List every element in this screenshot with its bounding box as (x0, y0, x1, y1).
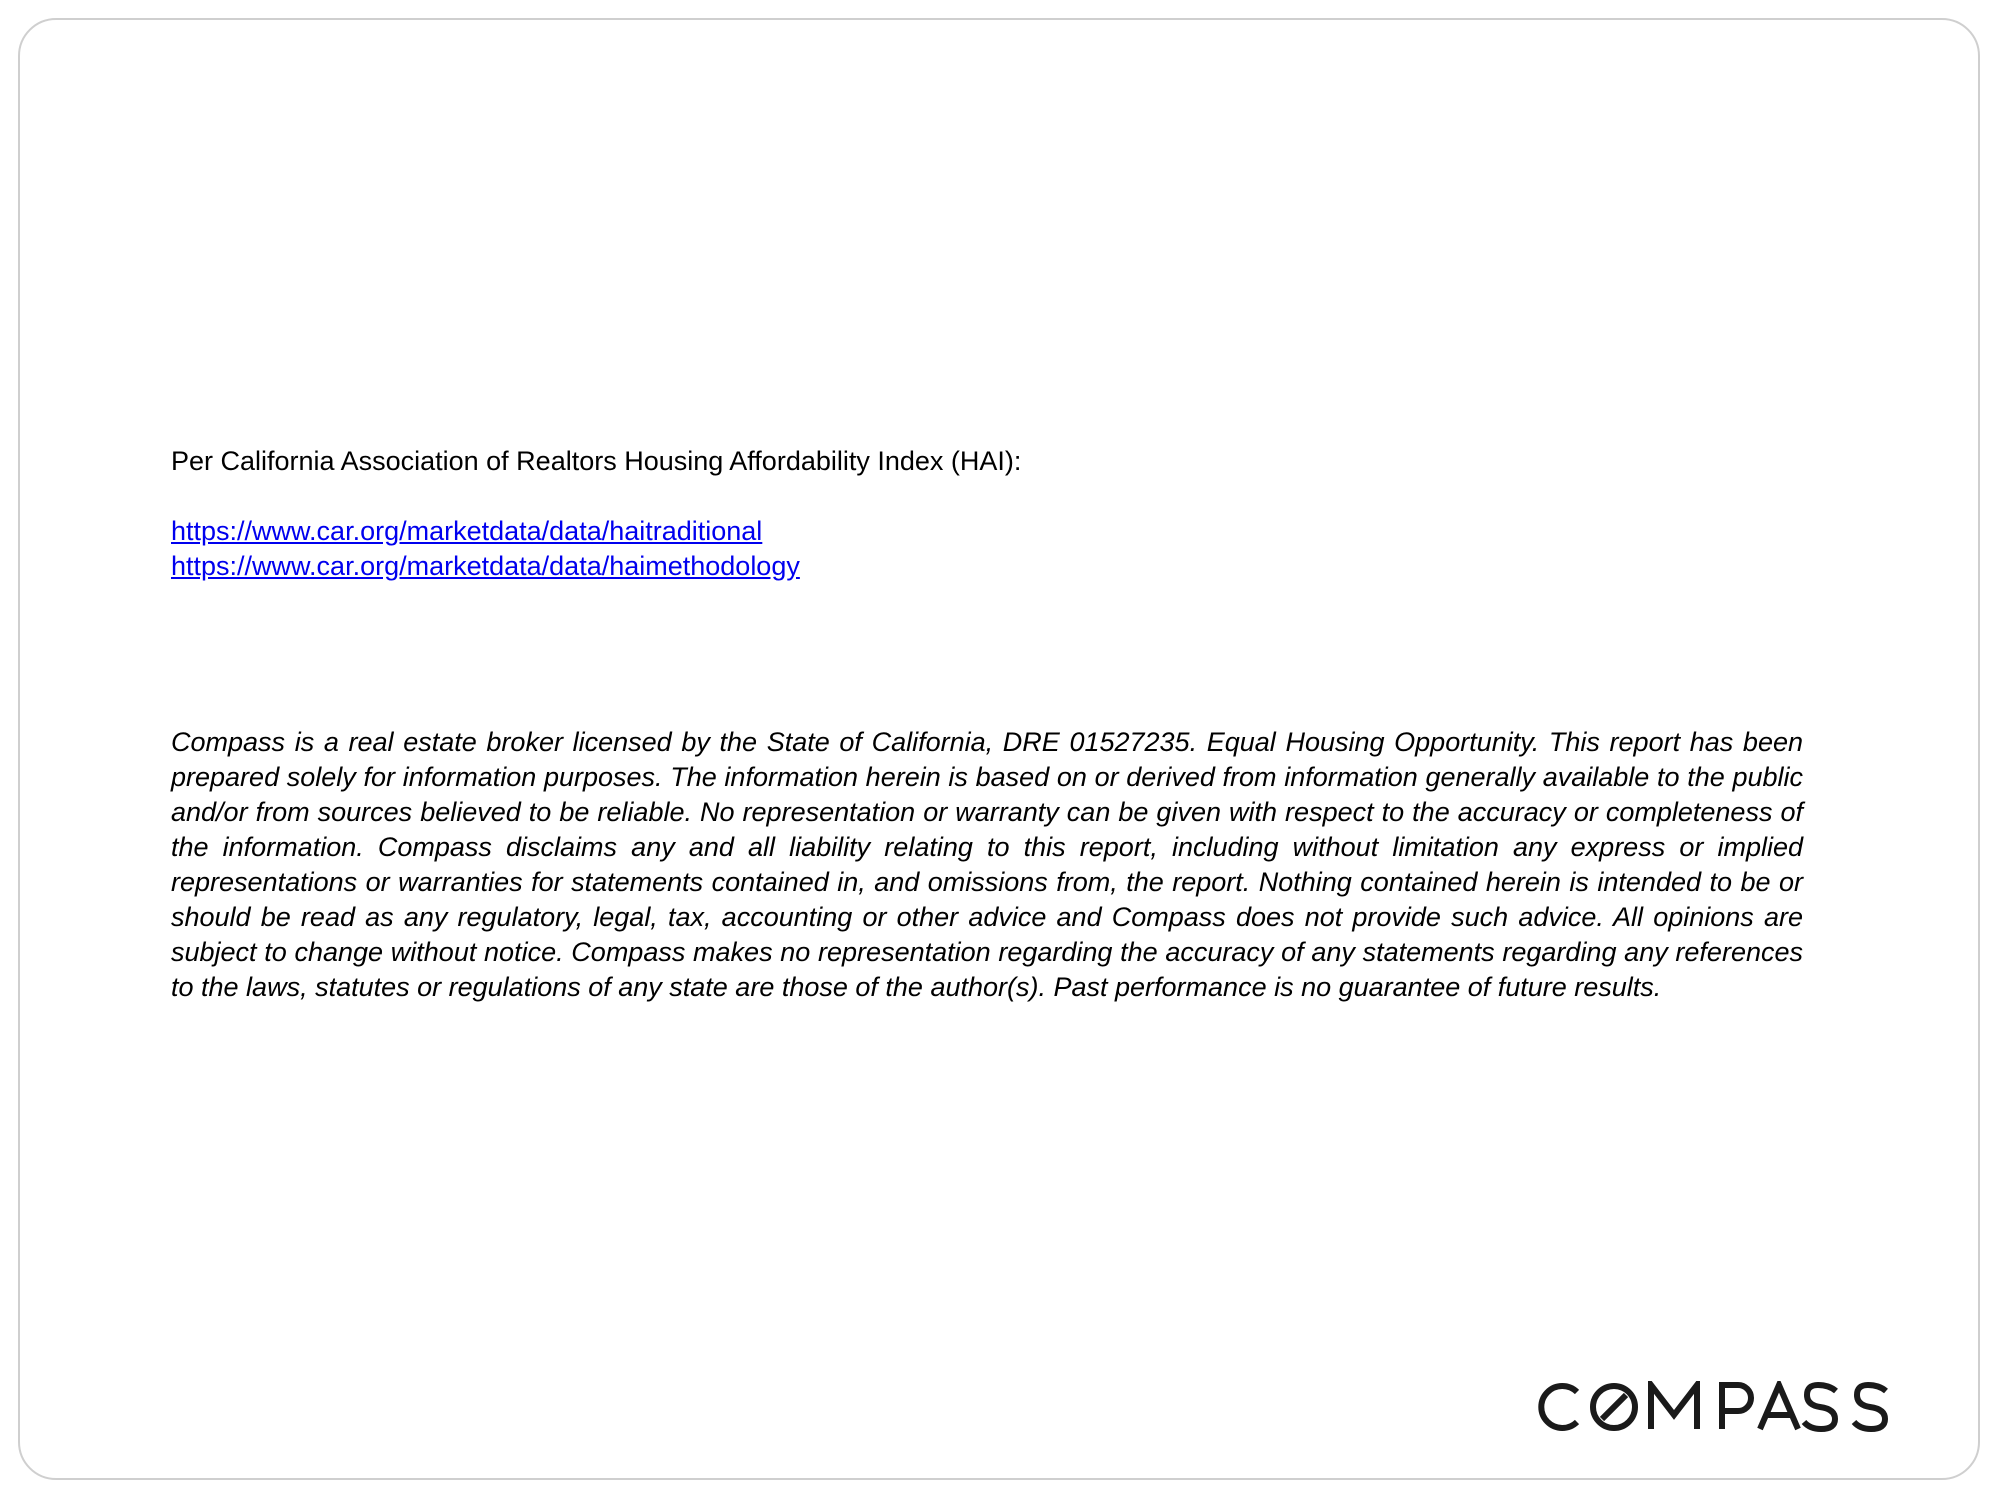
compass-logo-icon (1536, 1381, 1896, 1433)
compass-logo (1536, 1381, 1896, 1433)
source-heading: Per California Association of Realtors Housing Affordability Index (HAI): (171, 446, 1022, 476)
compass-logo-wordmark: COMPASS (1536, 1381, 1896, 1433)
source-block (171, 444, 1571, 584)
hai-traditional-link[interactable]: https://www.car.org/marketdata/data/haitraditional (171, 516, 763, 546)
hai-methodology-link[interactable]: https://www.car.org/marketdata/data/haimethodology (171, 551, 800, 581)
disclaimer-text: Compass is a real estate broker licensed by the State of California, DRE 01527235. Equal Housing Opportunity. This report has been prepared solely for information purposes. The information herein is based on or derived from information generally available to the public and/or from sources believed to be reliable. No representation or warranty can be given with respect to the accuracy or completeness of the information. Compass disclaims any and all liability relating to this report, including without limitation any express or implied representations or warranties for statements contained in, and omissions from, the report. Nothing contained herein is intended to be or should be read as any regulatory, legal, tax, accounting or other advice and Compass does not provide such advice. All opinions are subject to change without notice. Compass makes no representation regarding the accuracy of any statements regarding any references to the laws, statutes or regulations of any state are those of the author(s). Past performance is no guarantee of future results. (171, 727, 1803, 1002)
